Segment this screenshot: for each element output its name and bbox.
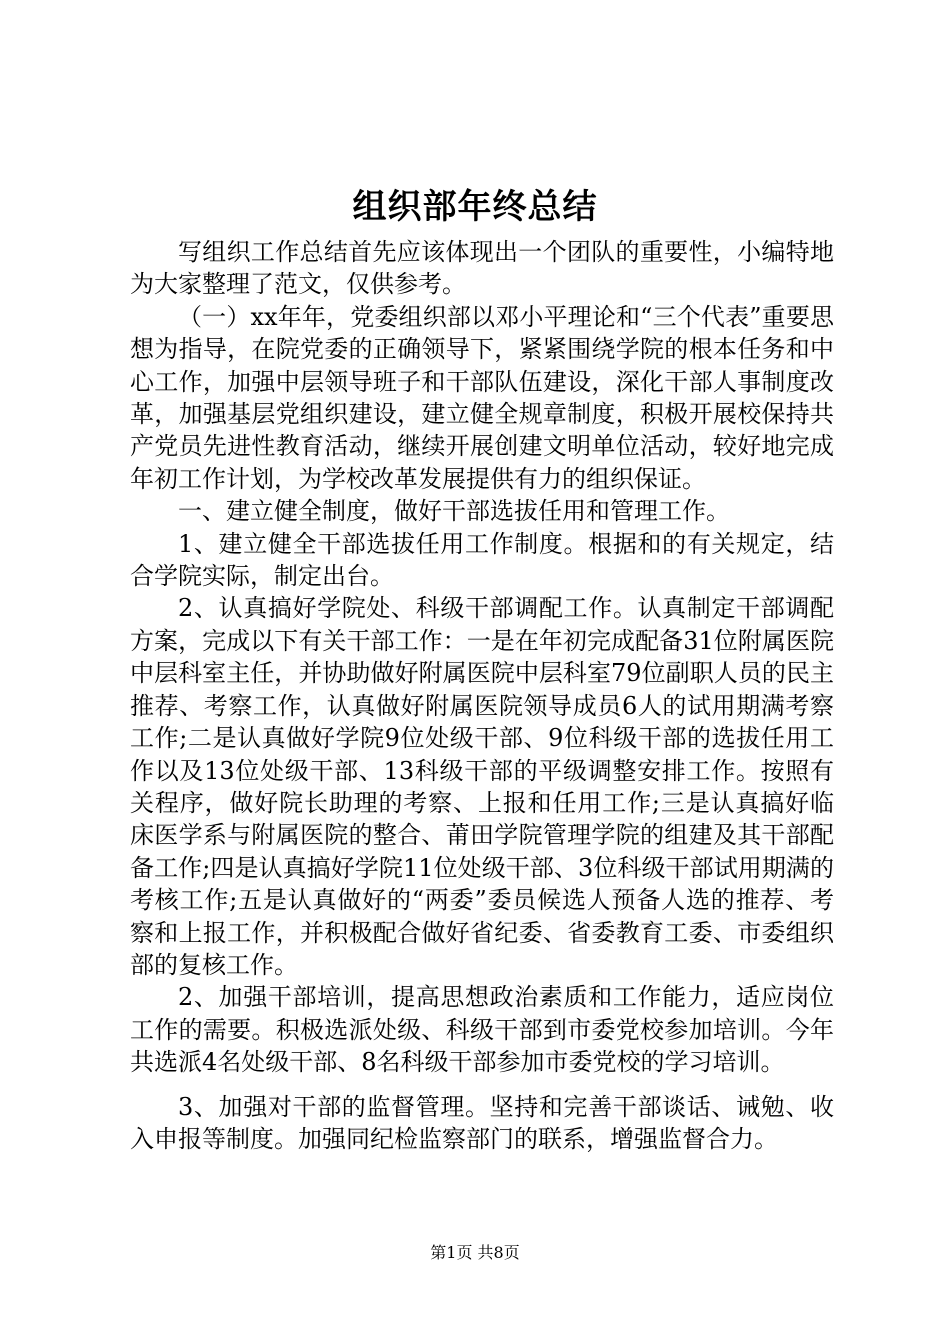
paragraph-item-1: 1、建立健全干部选拔任用工作制度。根据和的有关规定，结合学院实际，制定出台。 — [130, 529, 834, 591]
paragraph-item-2: 2、认真搞好学院处、科级干部调配工作。认真制定干部调配方案，完成以下有关干部工作：一是在年初完成配备31位附属医院中层科室主任，并协助做好附属医院中层科室79位副职人员的民主推荐、考察工作，认真做好附属医院领导成员6人的试用期满考察工作;二是认真做好学院9位处级干部、9位科级干部的选拔任用工作以及13位处级干部、13科级干部的平级调整安排工作。按照有关程序，做好院长助理的考察、上报和任用工作;三是认真搞好临床医学系与附属医院的整合、莆田学院管理学院的组建及其干部配备工作;四是认真搞好学院11位处级干部、3位科级干部试用期满的考核工作;五是认真做好的“两委”委员候选人预备人选的推荐、考察和上报工作，并积极配合做好省纪委、省委教育工委、市委组织部的复核工作。 — [130, 594, 834, 979]
page-number-footer: 第1页 共8页 — [430, 1243, 520, 1262]
document-title: 组织部年终总结 — [352, 187, 598, 227]
paragraph-item-3: 3、加强对干部的监督管理。坚持和完善干部谈话、诫勉、收入申报等制度。加强同纪检监察部门的联系，增强监督合力。 — [130, 1092, 834, 1153]
paragraph-intro: 写组织工作总结首先应该体现出一个团队的重要性，小编特地为大家整理了范文，仅供参考。 — [130, 238, 834, 299]
document-body — [130, 236, 834, 1155]
section-heading-1: 一、建立健全制度，做好干部选拔任用和管理工作。 — [178, 497, 730, 526]
paragraph-item-2b: 2、加强干部培训，提高思想政治素质和工作能力，适应岗位工作的需要。积极选派处级、科级干部到市委党校参加培训。今年共选派4名处级干部、8名科级干部参加市委党校的学习培训。 — [130, 983, 834, 1077]
paragraph-overview: （一）xx年年，党委组织部以邓小平理论和“三个代表”重要思想为指导，在院党委的正确领导下，紧紧围绕学院的根本任务和中心工作，加强中层领导班子和干部队伍建设，深化干部人事制度改革，加强基层党组织建设，建立健全规章制度，积极开展校保持共产党员先进性教育活动，继续开展创建文明单位活动，较好地完成年初工作计划，为学校改革发展提供有力的组织保证。 — [130, 302, 834, 493]
